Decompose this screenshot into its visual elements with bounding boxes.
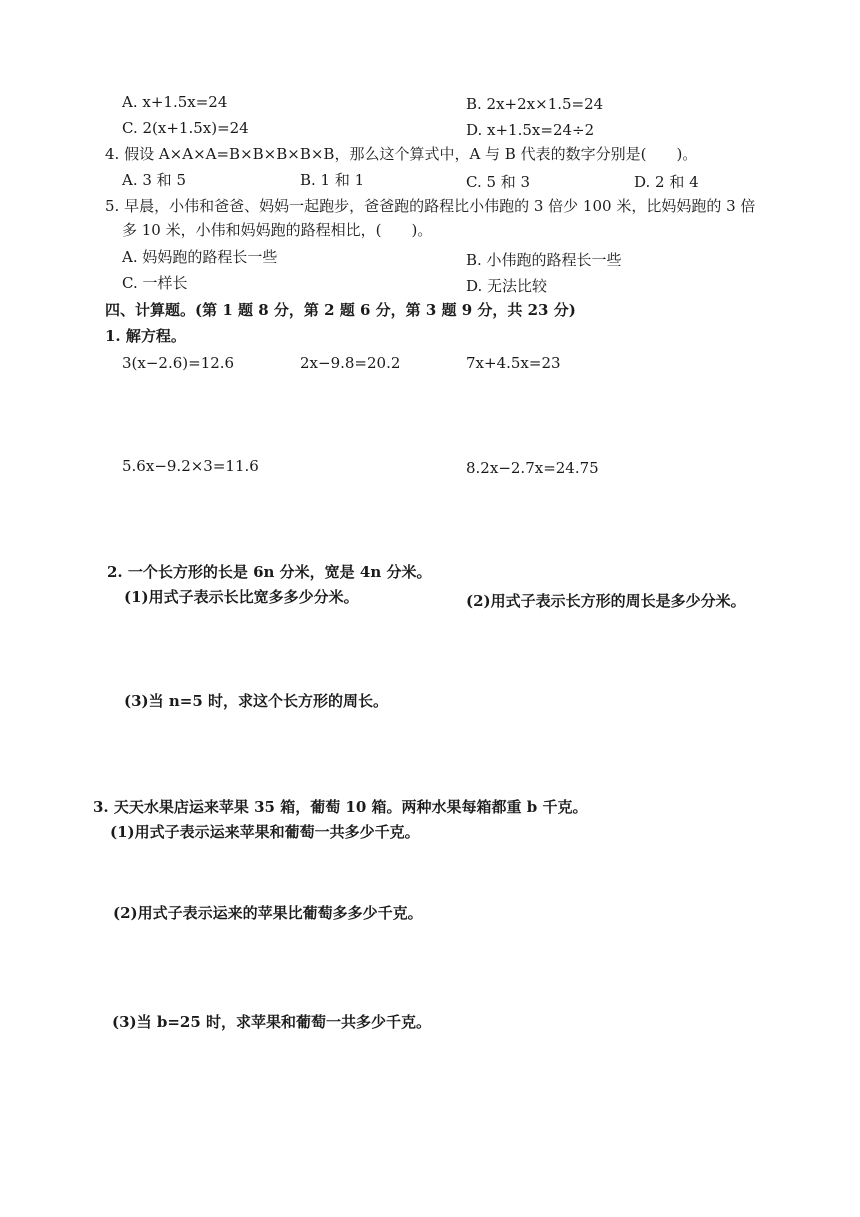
q3-option-c: C. 2(x+1.5x)=24 [122, 119, 249, 137]
problem3-sub1: (1)用式子表示运来苹果和葡萄一共多少千克。 [110, 823, 420, 841]
q3-option-a: A. x+1.5x=24 [122, 93, 228, 111]
q5-option-d: D. 无法比较 [466, 277, 548, 295]
q5-option-a: A. 妈妈跑的路程长一些 [122, 248, 278, 266]
problem2-sub1: (1)用式子表示长比宽多多少分米。 [124, 588, 359, 606]
q5-option-b: B. 小伟跑的路程长一些 [466, 251, 622, 269]
problem2-sub2: (2)用式子表示长方形的周长是多少分米。 [466, 592, 746, 610]
q4-option-b: B. 1 和 1 [300, 171, 365, 189]
problem2-stem: 2. 一个长方形的长是 6n 分米，宽是 4n 分米。 [107, 563, 432, 581]
problem2-sub3: (3)当 n=5 时，求这个长方形的周长。 [124, 692, 388, 710]
q5-option-c: C. 一样长 [122, 274, 188, 292]
q3-option-b: B. 2x+2x×1.5=24 [466, 95, 604, 113]
problem3-stem: 3. 天天水果店运来苹果 35 箱，葡萄 10 箱。两种水果每箱都重 b 千克。 [93, 798, 588, 816]
q5-stem-line2: 多 10 米，小伟和妈妈跑的路程相比，( )。 [122, 221, 433, 239]
problem3-sub3: (3)当 b=25 时，求苹果和葡萄一共多少千克。 [112, 1013, 432, 1031]
q4-stem: 4. 假设 A×A×A=B×B×B×B×B，那么这个算式中，A 与 B 代表的数字分别是( )。 [105, 145, 698, 163]
equation-3: 7x+4.5x=23 [466, 354, 561, 372]
q4-option-a: A. 3 和 5 [122, 171, 186, 189]
q4-option-c: C. 5 和 3 [466, 173, 531, 191]
q4-option-d: D. 2 和 4 [634, 173, 699, 191]
q5-stem-line1: 5. 早晨，小伟和爸爸、妈妈一起跑步，爸爸跑的路程比小伟跑的 3 倍少 100 米，比妈妈跑的 3 倍 [105, 197, 756, 215]
section-heading: 四、计算题。(第 1 题 8 分，第 2 题 6 分，第 3 题 9 分，共 23 分) [105, 301, 576, 319]
equation-5: 8.2x−2.7x=24.75 [466, 459, 599, 477]
equation-1: 3(x−2.6)=12.6 [122, 354, 235, 372]
problem1-title: 1. 解方程。 [105, 327, 186, 345]
problem3-sub2: (2)用式子表示运来的苹果比葡萄多多少千克。 [113, 904, 423, 922]
equation-2: 2x−9.8=20.2 [300, 354, 401, 372]
equation-4: 5.6x−9.2×3=11.6 [122, 457, 259, 475]
q3-option-d: D. x+1.5x=24÷2 [466, 121, 595, 139]
